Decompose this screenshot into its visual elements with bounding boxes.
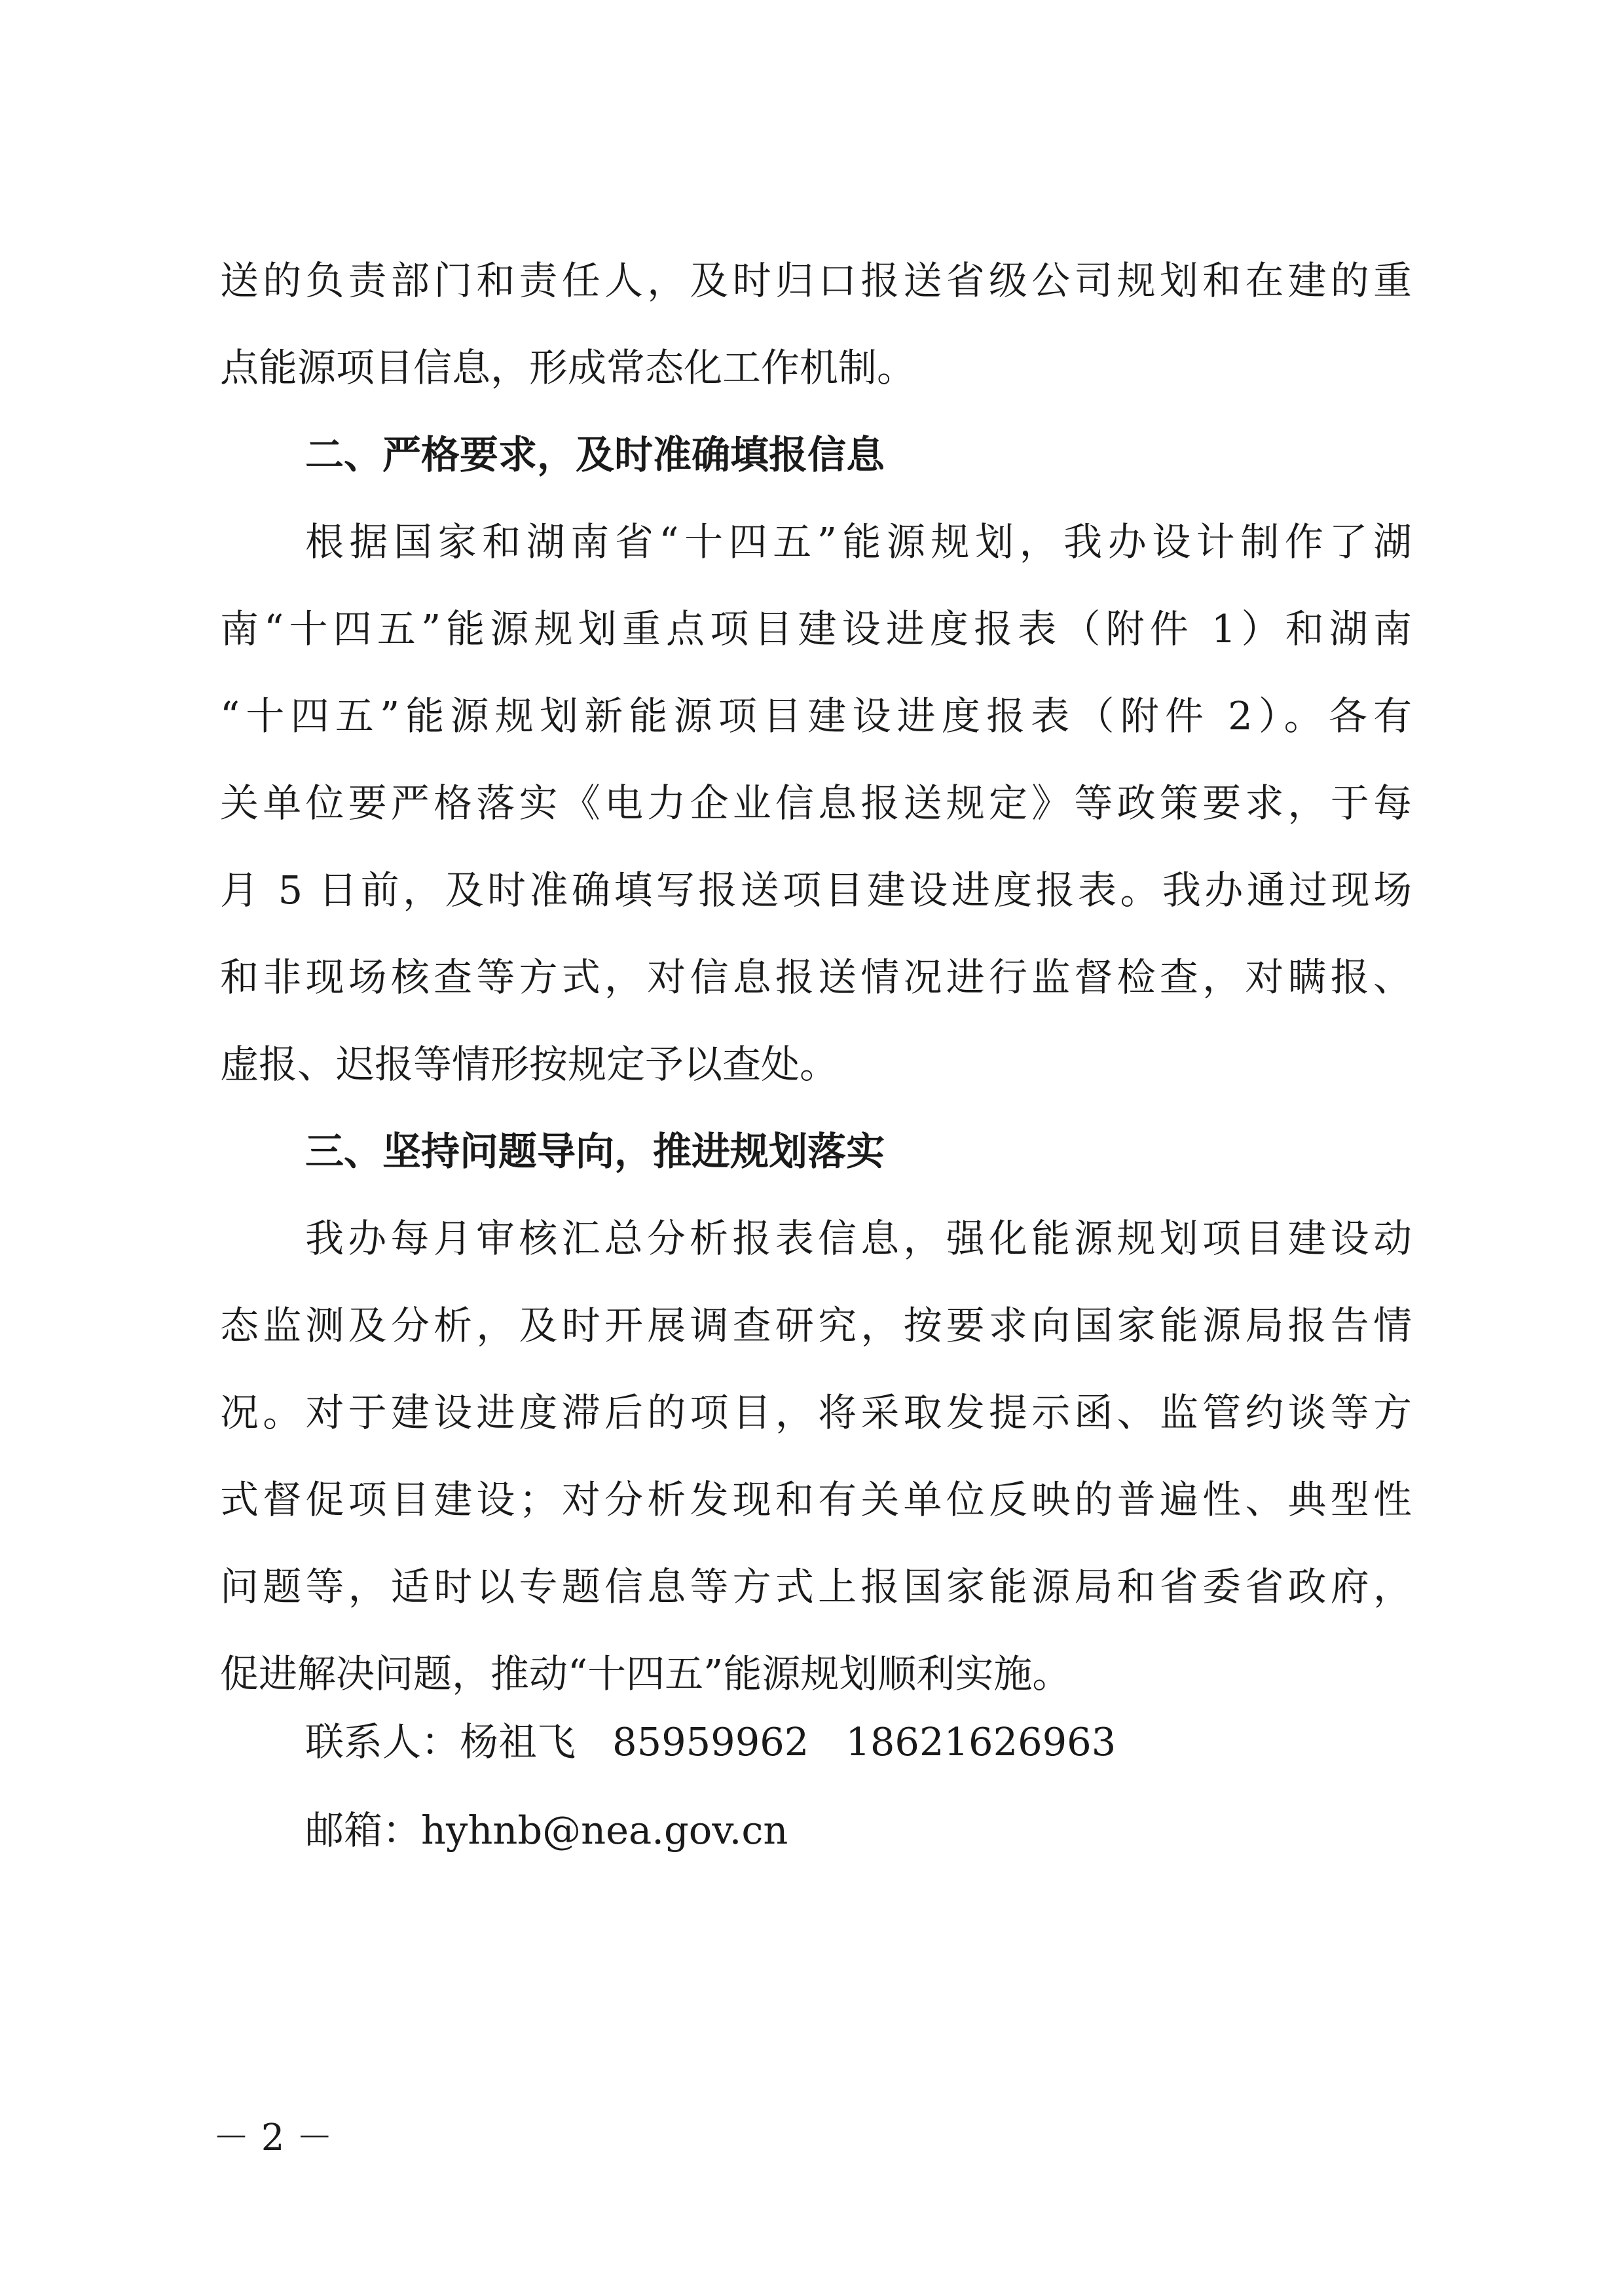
- paragraph-1-line-2: 点能源项目信息，形成常态化工作机制。: [220, 345, 916, 390]
- paragraph-3-line-3: 况。对于建设进度滞后的项目，将采取发提示函、监管约谈等方: [220, 1390, 1412, 1435]
- contact-mobile: 18621626963: [845, 1719, 1116, 1764]
- contact-block: [305, 1698, 1116, 1874]
- paragraph-3-line-4: 式督促项目建设；对分析发现和有关单位反映的普遍性、典型性: [220, 1477, 1412, 1522]
- paragraph-2-line-5: 月 5 日前，及时准确填写报送项目建设进度报表。我办通过现场: [220, 867, 1412, 913]
- contact-email-label: 邮箱：: [305, 1808, 422, 1853]
- document-body: [220, 237, 1412, 1717]
- paragraph-3-line-2: 态监测及分析，及时开展调查研究，按要求向国家能源局报告情: [220, 1303, 1412, 1348]
- paragraph-3-line-5: 问题等，适时以专题信息等方式上报国家能源局和省委省政府，: [220, 1564, 1412, 1609]
- paragraph-3-line-6: 促进解决问题，推动“十四五”能源规划顺利实施。: [220, 1651, 1071, 1696]
- paragraph-2-line-4: 关单位要严格落实《电力企业信息报送规定》等政策要求，于每: [220, 780, 1412, 826]
- contact-person-name: 杨祖飞: [460, 1719, 576, 1764]
- section-heading-2: 二、严格要求，及时准确填报信息: [305, 432, 885, 477]
- paragraph-1-line-1: 送的负责部门和责任人，及时归口报送省级公司规划和在建的重: [220, 258, 1412, 303]
- contact-email: hyhnb@nea.gov.cn: [421, 1808, 788, 1853]
- page-number: － 2 －: [213, 2117, 333, 2159]
- contact-person-label: 联系人：: [305, 1719, 460, 1764]
- paragraph-2-line-1: 根据国家和湖南省“十四五”能源规划，我办设计制作了湖: [305, 519, 1412, 564]
- contact-person-line: [305, 1698, 1116, 1786]
- paragraph-3-line-1: 我办每月审核汇总分析报表信息，强化能源规划项目建设动: [305, 1216, 1412, 1261]
- paragraph-2-line-2: 南“十四五”能源规划重点项目建设进度报表（附件 1）和湖南: [220, 606, 1412, 651]
- paragraph-2-line-6: 和非现场核查等方式，对信息报送情况进行监督检查，对瞒报、: [220, 955, 1412, 1000]
- contact-email-line: [305, 1786, 1116, 1874]
- paragraph-2-line-7: 虚报、迟报等情形按规定予以查处。: [220, 1042, 839, 1087]
- contact-phone: 85959962: [612, 1719, 809, 1764]
- paragraph-2-line-3: “十四五”能源规划新能源项目建设进度报表（附件 2）。各有: [220, 693, 1412, 738]
- section-heading-3: 三、坚持问题导向，推进规划落实: [305, 1129, 885, 1174]
